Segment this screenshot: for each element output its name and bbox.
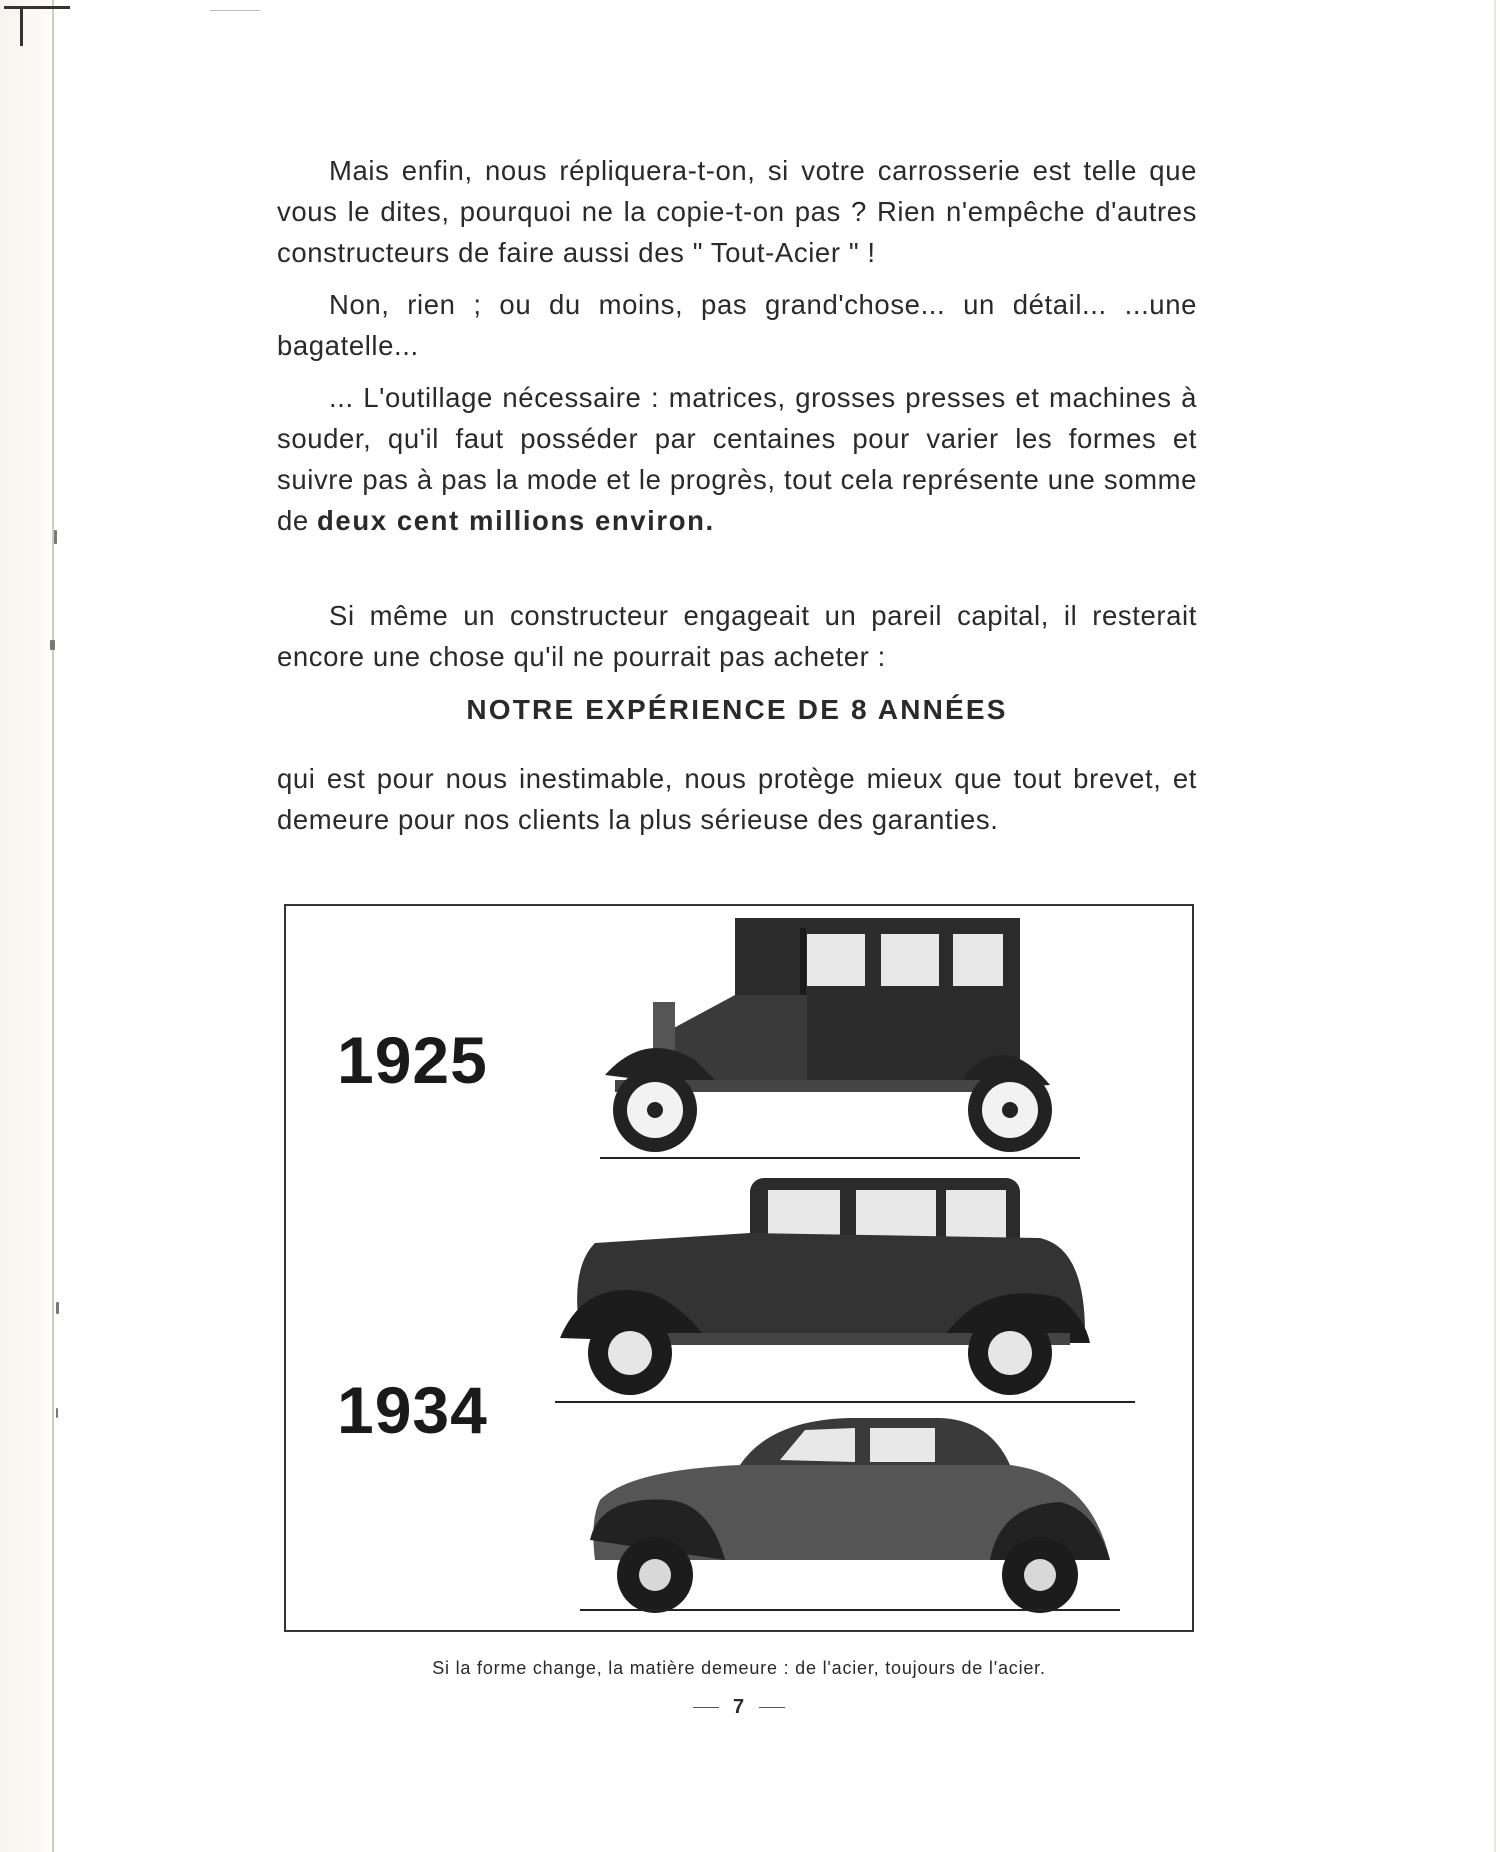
year-label-1925: 1925 [337,1023,488,1097]
paragraph-3-body [277,377,1197,541]
page-number-value: 7 [732,1696,746,1718]
paragraph-2-text: Non, rien ; ou du moins, pas grand'chose... un détail... ...une bagatelle... [277,289,1197,361]
car-1925-image [585,910,1085,1165]
page-number-dash-right [759,1707,785,1709]
section-heading: NOTRE EXPÉRIENCE DE 8 ANNÉES [466,694,1008,725]
page-binding-edge [0,0,60,1852]
paragraph-2 [277,284,1197,366]
right-page-edge [1494,0,1496,1852]
paragraph-4 [277,595,1197,677]
paragraph-3 [277,377,1197,541]
margin-speck [56,1408,58,1418]
corner-crop-mark-vertical [20,6,23,46]
paragraph-5-text: qui est pour nous inestimable, nous protège mieux que tout brevet, et demeure pour nos clients la plus sérieuse des garanties. [277,763,1197,835]
car-1934-saloon-image [540,1168,1140,1408]
margin-speck [50,640,55,650]
figure-caption: Si la forme change, la matière demeure : de l'acier, toujours de l'acier. [432,1658,1046,1678]
page-number [284,1696,1194,1719]
binding-line [52,0,54,1852]
margin-speck [56,1302,59,1314]
year-label-1934: 1934 [337,1373,488,1447]
paragraph-1 [277,150,1197,273]
page-number-dash-left [693,1707,719,1709]
paragraph-5 [277,758,1197,840]
margin-speck [54,530,57,544]
paragraph-4-text: Si même un constructeur engageait un pareil capital, il resterait encore une chose qu'il ne pourrait pas acheter : [277,600,1197,672]
paragraph-1-text: Mais enfin, nous répliquera-t-on, si votre carrosserie est telle que vous le dites, pourquoi ne la copie-t-on pas ? Rien n'empêche d'autres constructeurs de faire aussi des " Tout-Acier " ! [277,155,1197,268]
paragraph-3-bold-amount: deux cent millions environ. [317,505,715,536]
top-rule [210,10,260,11]
corner-crop-mark [4,6,70,9]
car-1934-traction-image [570,1410,1130,1615]
paragraph-3-text: ... L'outillage nécessaire : matrices, grosses presses et machines à souder, qu'il faut posséder par centaines pour varier les formes et suivre pas à pas la mode et le progrès, tout cela représente une somme de [277,382,1197,536]
